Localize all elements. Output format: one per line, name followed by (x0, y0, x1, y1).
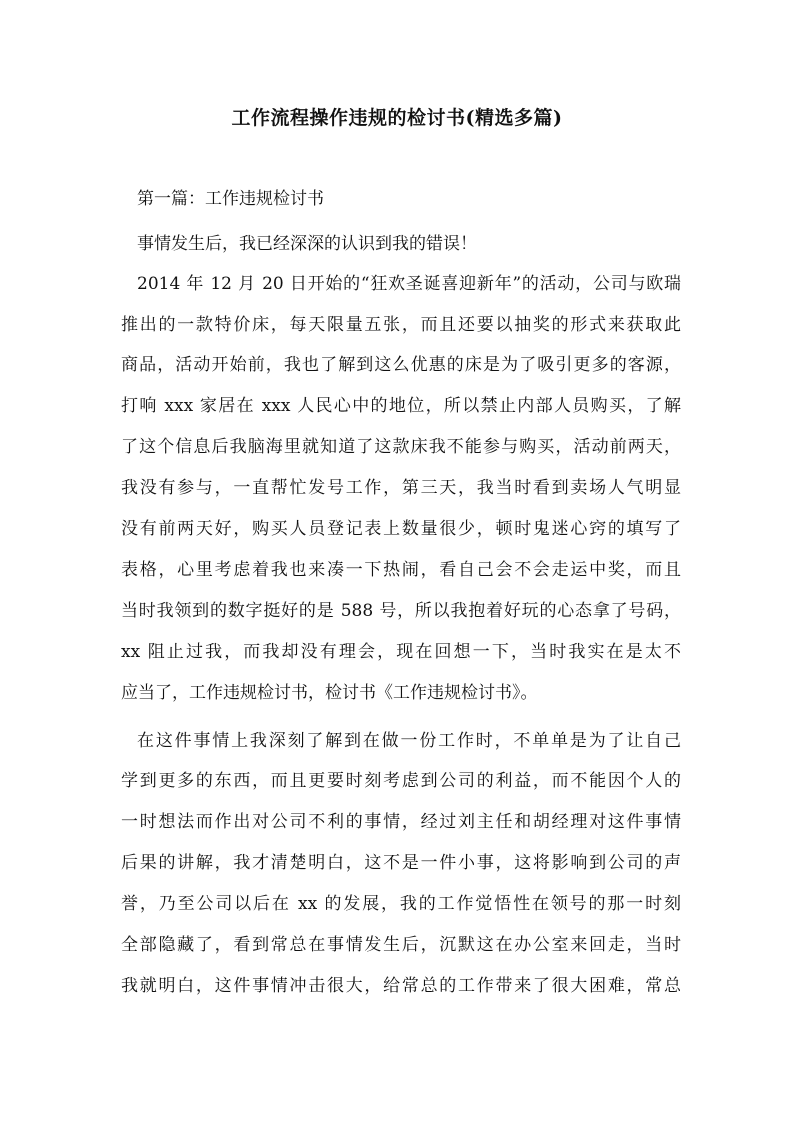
paragraph-line: 商品，活动开始前，我也了解到这么优惠的床是为了吸引更多的客源， (121, 355, 681, 375)
paragraph-line: 在这件事情上我深刻了解到在做一份工作时，不单单是为了让自己 (137, 731, 681, 751)
paragraph-line: 推出的一款特价床，每天限量五张，而且还要以抽奖的形式来获取此 (121, 315, 681, 335)
paragraph-line: 学到更多的东西，而且更要时刻考虑到公司的利益，而不能因个人的 (121, 771, 681, 791)
section-heading: 第一篇：工作违规检讨书 (137, 189, 324, 209)
paragraph-line: 誉，乃至公司以后在 xx 的发展，我的工作觉悟性在领号的那一时刻 (121, 894, 681, 914)
paragraph-line: 我就明白，这件事情冲击很大，给常总的工作带来了很大困难，常总 (121, 976, 681, 996)
paragraph-line: 后果的讲解，我才清楚明白，这不是一件小事，这将影响到公司的声 (121, 853, 681, 873)
paragraph-line: 事情发生后，我已经深深的认识到我的错误！ (137, 234, 477, 254)
paragraph-line: 打响 xxx 家居在 xxx 人民心中的地位，所以禁止内部人员购买，了解 (121, 396, 681, 416)
paragraph-line: 表格，心里考虑着我也来凑一下热闹，看自己会不会走运中奖，而且 (121, 560, 681, 580)
paragraph-line: 一时想法而作出对公司不利的事情，经过刘主任和胡经理对这件事情 (121, 812, 681, 832)
paragraph-line: 全部隐藏了，看到常总在事情发生后，沉默这在办公室来回走，当时 (121, 935, 681, 955)
paragraph-line: 了这个信息后我脑海里就知道了这款床我不能参与购买，活动前两天， (121, 437, 681, 457)
paragraph-line: 当时我领到的数字挺好的是 588 号，所以我抱着好玩的心态拿了号码， (121, 601, 681, 621)
paragraph-line: 2014 年 12 月 20 日开始的“狂欢圣诞喜迎新年”的活动，公司与欧瑞 (137, 274, 681, 294)
paragraph-line: 没有前两天好，购买人员登记表上数量很少，顿时鬼迷心窍的填写了 (121, 519, 681, 539)
paragraph-line: 我没有参与，一直帮忙发号工作，第三天，我当时看到卖场人气明显 (121, 478, 681, 498)
paragraph-line: xx 阻止过我，而我却没有理会，现在回想一下，当时我实在是太不 (121, 642, 681, 662)
document-title: 工作流程操作违规的检讨书(精选多篇) (231, 107, 563, 129)
paragraph-line: 应当了，工作违规检讨书，检讨书《工作违规检讨书》。 (121, 683, 538, 703)
